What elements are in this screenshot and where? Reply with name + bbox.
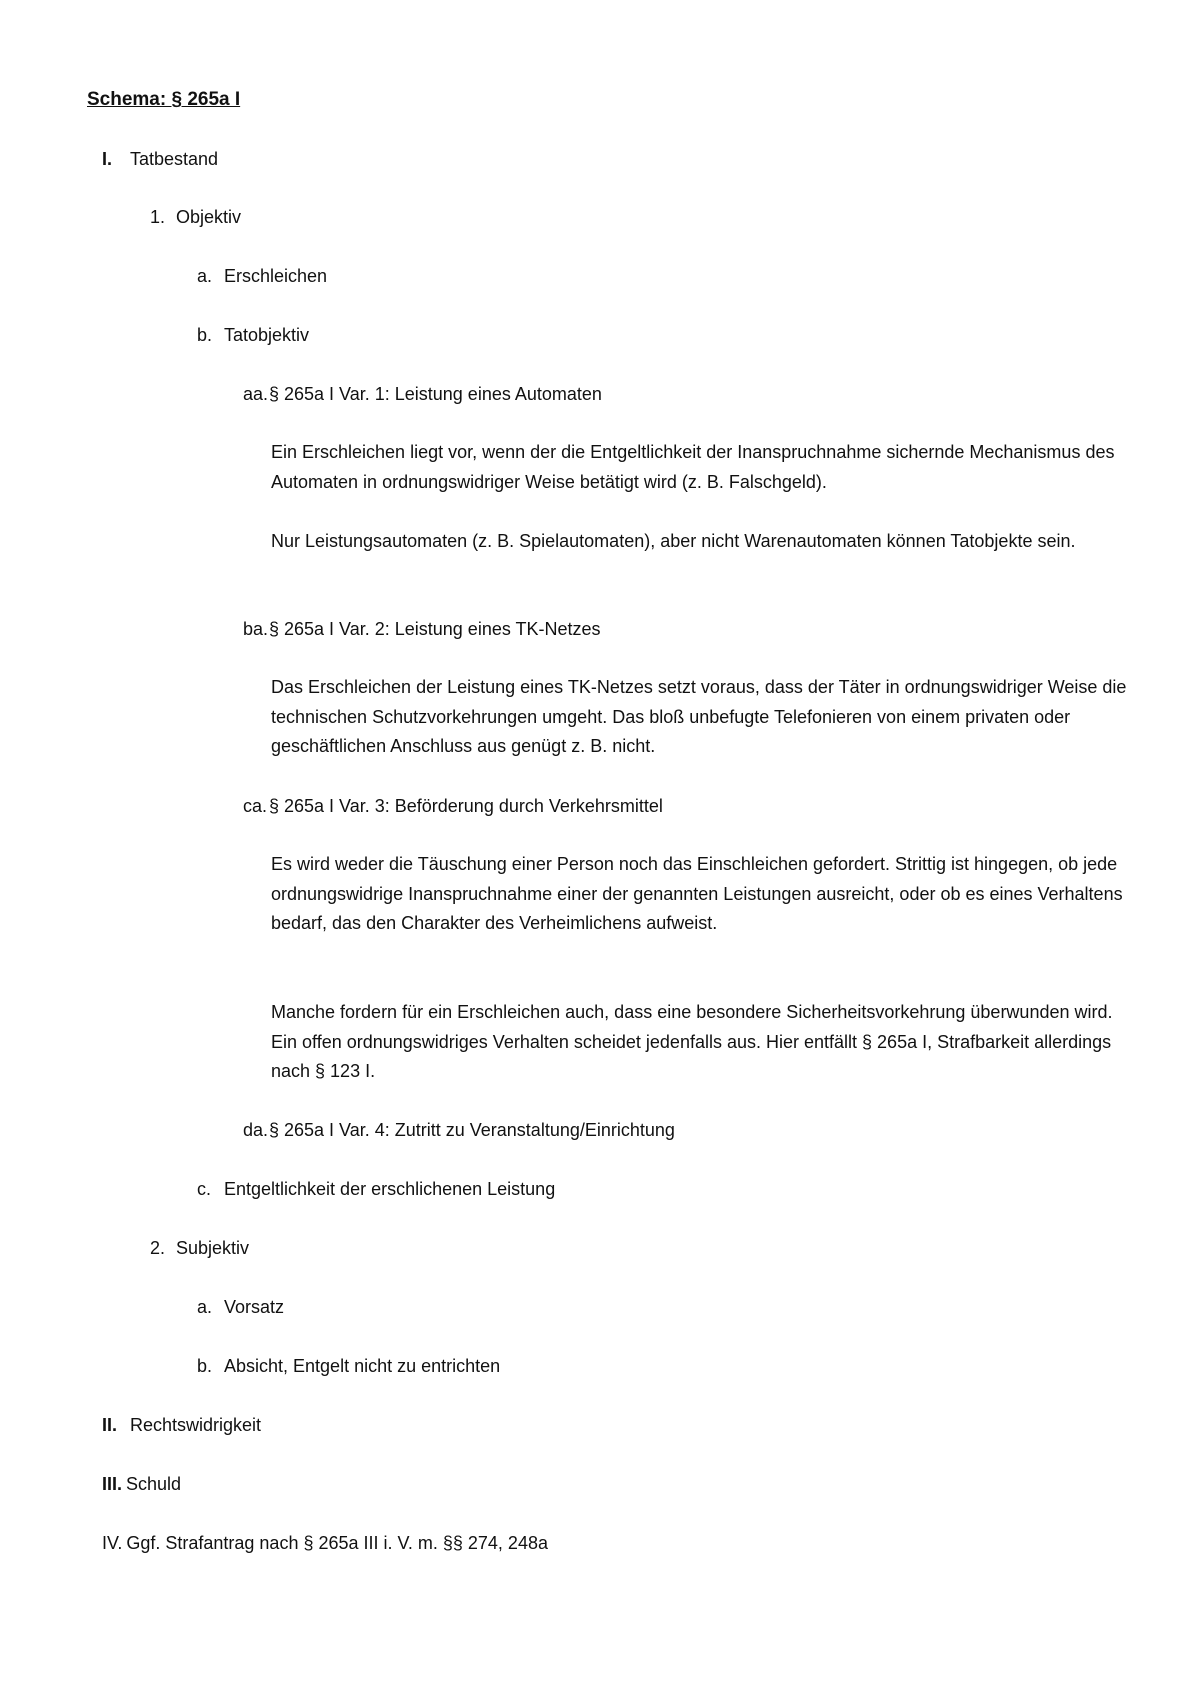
heading-label: § 265a I Var. 2: Leistung eines TK-Netzes [269, 619, 601, 639]
heading-label: Entgeltlichkeit der erschlichenen Leistung [224, 1179, 556, 1199]
heading-number: II. [102, 1415, 118, 1435]
heading-label: Tatbestand [130, 149, 219, 169]
heading-label: Objektiv [176, 207, 242, 227]
heading-label: § 265a I Var. 1: Leistung eines Automaten [269, 384, 602, 404]
heading-number: III. [102, 1474, 123, 1494]
heading-number: 2. [150, 1238, 166, 1258]
heading-rechtswidrigkeit [102, 1413, 261, 1437]
heading-label: § 265a I Var. 3: Beförderung durch Verkehrsmittel [269, 796, 663, 816]
heading-number: a. [197, 1297, 213, 1317]
heading-strafantrag [102, 1531, 548, 1555]
heading-number: ba. [243, 619, 269, 639]
heading-var-2 [243, 617, 601, 641]
heading-number: da. [243, 1120, 269, 1140]
paragraph-var-2-tk-netz: Das Erschleichen der Leistung eines TK-Netzes setzt voraus, dass der Täter in ordnungswidriger Weise die technischen Schutzvorkehrungen umgeht. Das bloß unbefugte Telefonieren von einem privaten oder geschäftlichen Anschluss aus genügt z. B. nicht. [271, 677, 1127, 756]
document-title: Schema: § 265a I [87, 89, 241, 110]
heading-subjektiv [150, 1236, 249, 1260]
heading-absicht [197, 1354, 500, 1378]
heading-label: Tatobjektiv [224, 325, 310, 345]
heading-var-3 [243, 794, 663, 818]
heading-entgeltlichkeit [197, 1177, 555, 1201]
heading-erschleichen [197, 264, 327, 288]
heading-number: IV. [102, 1533, 123, 1553]
heading-number: a. [197, 266, 213, 286]
heading-number: ca. [243, 796, 268, 816]
heading-label: Erschleichen [224, 266, 328, 286]
heading-number: 1. [150, 207, 166, 227]
heading-number: I. [102, 149, 113, 169]
paragraph-var-3-strittig: Es wird weder die Täuschung einer Person noch das Einschleichen gefordert. Strittig ist hingegen, ob jede ordnungswidrige Inanspruchnahme einer der genannten Leistungen ausreicht, oder ob es eines Verhaltens bedarf, das den Charakter des Verheimlichens aufweist. [271, 854, 1123, 933]
heading-tatbestand [102, 147, 218, 171]
heading-label: Vorsatz [224, 1297, 285, 1317]
heading-tatobjektiv [197, 323, 309, 347]
paragraph-var-1-definition: Ein Erschleichen liegt vor, wenn der die Entgeltlichkeit der Inanspruchnahme sichernde Mechanismus des Automaten in ordnungswidriger Weise betätigt wird (z. B. Falschgeld). [271, 442, 1115, 492]
heading-var-1 [243, 382, 602, 406]
heading-label: Schuld [126, 1474, 182, 1494]
heading-number: c. [197, 1179, 212, 1199]
heading-number: aa. [243, 384, 269, 404]
heading-number: b. [197, 1356, 213, 1376]
heading-objektiv [150, 205, 241, 229]
heading-label: Absicht, Entgelt nicht zu entrichten [224, 1356, 501, 1376]
heading-var-4 [243, 1118, 675, 1142]
heading-label: § 265a I Var. 4: Zutritt zu Veranstaltung/Einrichtung [269, 1120, 675, 1140]
heading-vorsatz [197, 1295, 284, 1319]
heading-label: Ggf. Strafantrag nach § 265a III i. V. m. §§ 274, 248a [126, 1533, 548, 1553]
heading-number: b. [197, 325, 213, 345]
paragraph-var-3-sicherheitsvorkehrung: Manche fordern für ein Erschleichen auch, dass eine besondere Sicherheitsvorkehrung überwunden wird. Ein offen ordnungswidriges Verhalten scheidet jedenfalls aus. Hier entfällt § 265a I, Strafbarkeit allerdings nach § 123 I. [271, 1002, 1113, 1081]
heading-label: Subjektiv [176, 1238, 250, 1258]
heading-label: Rechtswidrigkeit [130, 1415, 262, 1435]
paragraph-var-1-tatobjekte: Nur Leistungsautomaten (z. B. Spielautomaten), aber nicht Warenautomaten können Tatobjekte sein. [271, 531, 1076, 551]
heading-schuld [102, 1472, 181, 1496]
